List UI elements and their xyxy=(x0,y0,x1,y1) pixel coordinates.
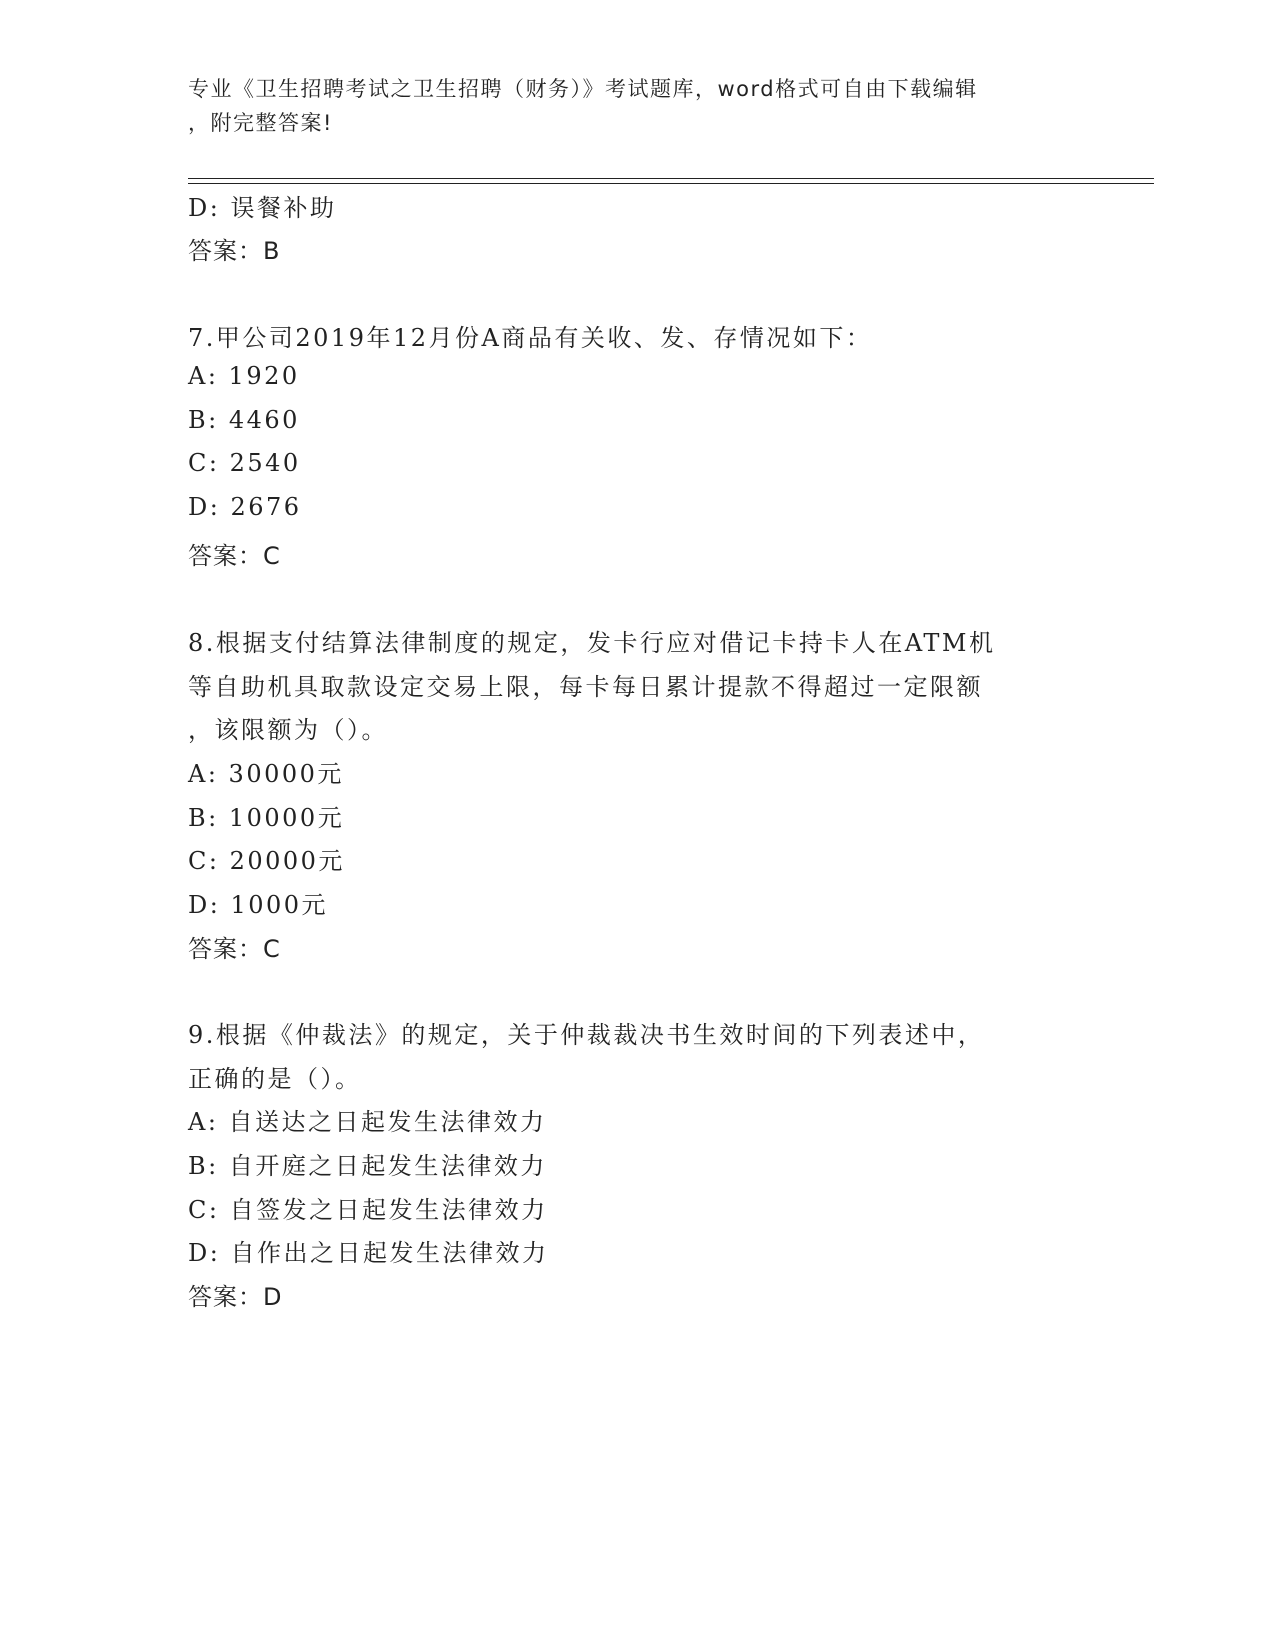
q8-answer: 答案：C xyxy=(188,935,281,963)
q7-option-a: A: 1920 xyxy=(188,362,300,390)
q8-stem-line-3: ，该限额为（）。 xyxy=(188,716,388,744)
header-line-2: ，附完整答案! xyxy=(188,111,333,135)
q8-option-b: B: 10000元 xyxy=(188,804,345,832)
document-header xyxy=(188,72,1068,140)
q8-option-a: A: 30000元 xyxy=(188,760,344,788)
q9-answer: 答案：D xyxy=(188,1283,283,1311)
q7-option-b: B: 4460 xyxy=(188,406,300,434)
q8-stem-line-2: 等自助机具取款设定交易上限，每卡每日累计提款不得超过一定限额 xyxy=(188,673,983,701)
prev-answer: 答案：B xyxy=(188,237,281,265)
q7-answer: 答案：C xyxy=(188,542,281,570)
q7-option-d: D: 2676 xyxy=(188,493,302,521)
header-divider-top xyxy=(188,178,1154,179)
q9-option-a: A: 自送达之日起发生法律效力 xyxy=(188,1108,547,1136)
prev-option-d: D: 误餐补助 xyxy=(188,194,337,222)
q9-option-c: C: 自签发之日起发生法律效力 xyxy=(188,1196,548,1224)
q9-stem-line-1: 9.根据《仲裁法》的规定，关于仲裁裁决书生效时间的下列表述中， xyxy=(188,1021,985,1049)
q7-stem: 7.甲公司2019年12月份A商品有关收、发、存情况如下： xyxy=(188,324,873,352)
q9-stem-line-2: 正确的是（）。 xyxy=(188,1065,362,1093)
q9-option-b: B: 自开庭之日起发生法律效力 xyxy=(188,1152,547,1180)
header-line-1: 专业《卫生招聘考试之卫生招聘（财务）》考试题库，word格式可自由下载编辑 xyxy=(188,77,978,101)
q8-option-c: C: 20000元 xyxy=(188,847,345,875)
header-divider-bottom xyxy=(188,183,1154,184)
q9-option-d: D: 自作出之日起发生法律效力 xyxy=(188,1239,549,1267)
q8-stem-line-1: 8.根据支付结算法律制度的规定，发卡行应对借记卡持卡人在ATM机 xyxy=(188,629,996,657)
q7-option-c: C: 2540 xyxy=(188,449,301,477)
q8-option-d: D: 1000元 xyxy=(188,891,329,919)
